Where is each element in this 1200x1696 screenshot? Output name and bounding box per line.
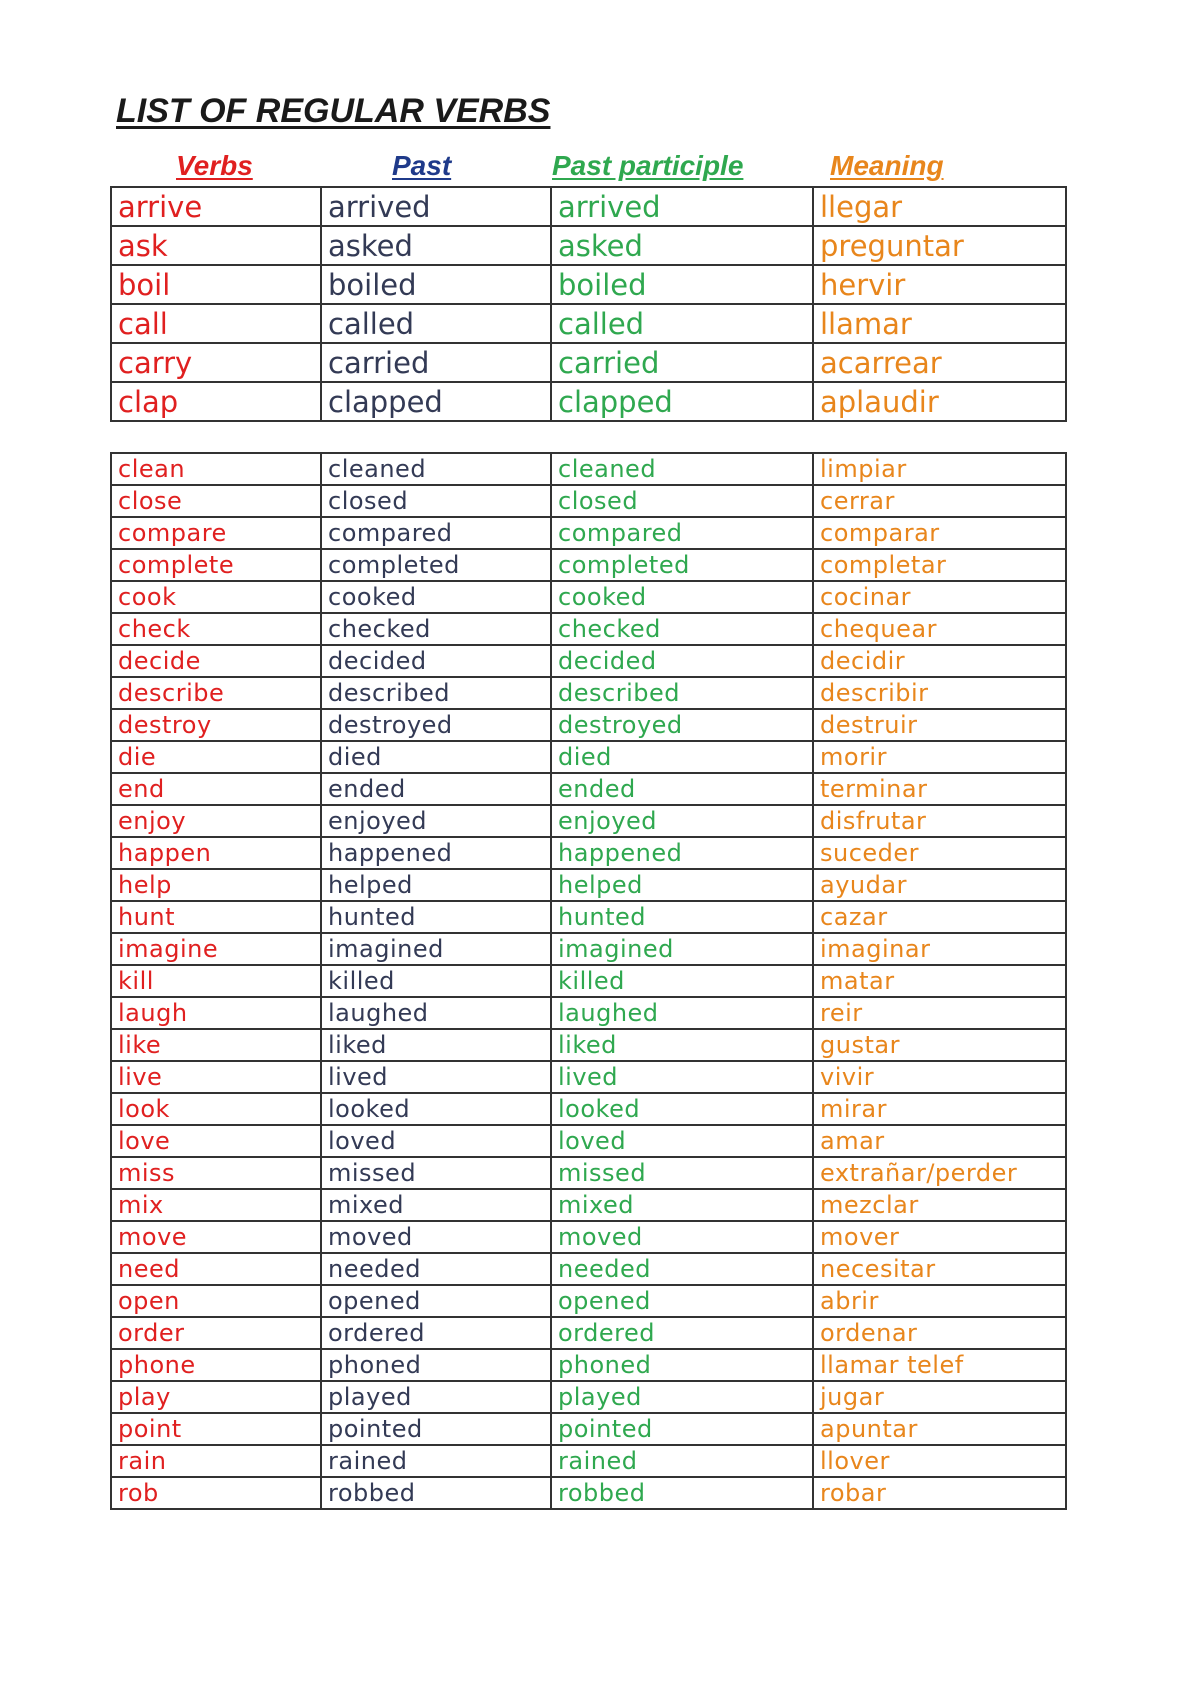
meaning-cell: aplaudir: [813, 382, 1066, 421]
past-cell: phoned: [321, 1349, 551, 1381]
meaning-cell: ordenar: [813, 1317, 1066, 1349]
past-cell: needed: [321, 1253, 551, 1285]
table-row: [111, 453, 1066, 485]
past-participle-cell: moved: [551, 1221, 813, 1253]
past-cell: pointed: [321, 1413, 551, 1445]
table-row: [111, 1349, 1066, 1381]
past-participle-cell: needed: [551, 1253, 813, 1285]
past-participle-cell: closed: [551, 485, 813, 517]
meaning-cell: extrañar/perder: [813, 1157, 1066, 1189]
past-participle-cell: happened: [551, 837, 813, 869]
meaning-cell: mover: [813, 1221, 1066, 1253]
table-row: [111, 517, 1066, 549]
verb-cell: live: [111, 1061, 321, 1093]
verb-cell: decide: [111, 645, 321, 677]
verb-cell: look: [111, 1093, 321, 1125]
meaning-cell: describir: [813, 677, 1066, 709]
past-participle-cell: arrived: [551, 187, 813, 226]
past-cell: carried: [321, 343, 551, 382]
table-row: [111, 933, 1066, 965]
verb-cell: kill: [111, 965, 321, 997]
past-cell: hunted: [321, 901, 551, 933]
past-participle-cell: decided: [551, 645, 813, 677]
meaning-cell: chequear: [813, 613, 1066, 645]
table-row: [111, 1125, 1066, 1157]
verb-cell: close: [111, 485, 321, 517]
past-participle-cell: called: [551, 304, 813, 343]
verb-cell: play: [111, 1381, 321, 1413]
table-row: [111, 1285, 1066, 1317]
table-row: [111, 901, 1066, 933]
verb-cell: rain: [111, 1445, 321, 1477]
past-cell: happened: [321, 837, 551, 869]
past-participle-cell: carried: [551, 343, 813, 382]
past-participle-cell: compared: [551, 517, 813, 549]
past-participle-cell: lived: [551, 1061, 813, 1093]
past-participle-cell: cleaned: [551, 453, 813, 485]
meaning-cell: mezclar: [813, 1189, 1066, 1221]
verb-cell: point: [111, 1413, 321, 1445]
table-row: [111, 1061, 1066, 1093]
page-title: LIST OF REGULAR VERBS: [116, 92, 551, 130]
table-row: [111, 1477, 1066, 1509]
meaning-cell: llamar telef: [813, 1349, 1066, 1381]
past-participle-cell: phoned: [551, 1349, 813, 1381]
past-participle-cell: liked: [551, 1029, 813, 1061]
meaning-cell: apuntar: [813, 1413, 1066, 1445]
meaning-cell: llegar: [813, 187, 1066, 226]
meaning-cell: decidir: [813, 645, 1066, 677]
table-row: [111, 677, 1066, 709]
verb-cell: hunt: [111, 901, 321, 933]
past-participle-cell: cooked: [551, 581, 813, 613]
meaning-cell: suceder: [813, 837, 1066, 869]
verb-cell: help: [111, 869, 321, 901]
past-participle-cell: asked: [551, 226, 813, 265]
past-participle-cell: ended: [551, 773, 813, 805]
table-row: [111, 869, 1066, 901]
meaning-cell: llover: [813, 1445, 1066, 1477]
past-cell: missed: [321, 1157, 551, 1189]
past-participle-cell: checked: [551, 613, 813, 645]
meaning-cell: cocinar: [813, 581, 1066, 613]
meaning-cell: amar: [813, 1125, 1066, 1157]
past-cell: arrived: [321, 187, 551, 226]
meaning-cell: disfrutar: [813, 805, 1066, 837]
meaning-cell: acarrear: [813, 343, 1066, 382]
verb-cell: need: [111, 1253, 321, 1285]
verb-cell: arrive: [111, 187, 321, 226]
meaning-cell: limpiar: [813, 453, 1066, 485]
past-cell: liked: [321, 1029, 551, 1061]
past-cell: ended: [321, 773, 551, 805]
past-cell: laughed: [321, 997, 551, 1029]
verb-cell: love: [111, 1125, 321, 1157]
past-participle-cell: helped: [551, 869, 813, 901]
meaning-cell: jugar: [813, 1381, 1066, 1413]
table-row: [111, 485, 1066, 517]
table-row: [111, 226, 1066, 265]
meaning-cell: comparar: [813, 517, 1066, 549]
verb-cell: enjoy: [111, 805, 321, 837]
header-meaning: Meaning: [830, 150, 944, 181]
meaning-cell: robar: [813, 1477, 1066, 1509]
past-cell: enjoyed: [321, 805, 551, 837]
past-cell: lived: [321, 1061, 551, 1093]
verb-cell: boil: [111, 265, 321, 304]
table-row: [111, 645, 1066, 677]
past-cell: loved: [321, 1125, 551, 1157]
past-cell: died: [321, 741, 551, 773]
verb-cell: end: [111, 773, 321, 805]
verb-cell: laugh: [111, 997, 321, 1029]
past-participle-cell: opened: [551, 1285, 813, 1317]
past-participle-cell: robbed: [551, 1477, 813, 1509]
past-cell: opened: [321, 1285, 551, 1317]
table-row: [111, 1381, 1066, 1413]
verb-cell: clean: [111, 453, 321, 485]
past-cell: completed: [321, 549, 551, 581]
table-row: [111, 1221, 1066, 1253]
verb-cell: happen: [111, 837, 321, 869]
verb-table-main: [110, 452, 1067, 1510]
table-row: [111, 1189, 1066, 1221]
past-participle-cell: completed: [551, 549, 813, 581]
past-cell: killed: [321, 965, 551, 997]
header-past: Past: [392, 150, 452, 181]
verb-cell: cook: [111, 581, 321, 613]
table-row: [111, 1029, 1066, 1061]
meaning-cell: completar: [813, 549, 1066, 581]
verb-cell: like: [111, 1029, 321, 1061]
past-cell: closed: [321, 485, 551, 517]
meaning-cell: ayudar: [813, 869, 1066, 901]
meaning-cell: abrir: [813, 1285, 1066, 1317]
meaning-cell: reir: [813, 997, 1066, 1029]
table-row: [111, 997, 1066, 1029]
past-participle-cell: described: [551, 677, 813, 709]
verb-cell: move: [111, 1221, 321, 1253]
meaning-cell: matar: [813, 965, 1066, 997]
past-participle-cell: clapped: [551, 382, 813, 421]
past-cell: cleaned: [321, 453, 551, 485]
table-row: [111, 709, 1066, 741]
table-row: [111, 1445, 1066, 1477]
verb-table-top-body: [111, 187, 1066, 421]
verb-cell: destroy: [111, 709, 321, 741]
table-row: [111, 1413, 1066, 1445]
meaning-cell: gustar: [813, 1029, 1066, 1061]
verb-cell: mix: [111, 1189, 321, 1221]
past-participle-cell: imagined: [551, 933, 813, 965]
meaning-cell: morir: [813, 741, 1066, 773]
verb-cell: die: [111, 741, 321, 773]
verb-cell: rob: [111, 1477, 321, 1509]
past-participle-cell: pointed: [551, 1413, 813, 1445]
past-cell: rained: [321, 1445, 551, 1477]
verb-table-main-body: [111, 453, 1066, 1509]
meaning-cell: preguntar: [813, 226, 1066, 265]
past-participle-cell: killed: [551, 965, 813, 997]
table-row: [111, 1253, 1066, 1285]
column-headers: [110, 150, 1015, 188]
meaning-cell: mirar: [813, 1093, 1066, 1125]
verb-cell: order: [111, 1317, 321, 1349]
table-row: [111, 304, 1066, 343]
header-past-participle: Past participle: [552, 150, 744, 181]
verb-cell: miss: [111, 1157, 321, 1189]
past-cell: decided: [321, 645, 551, 677]
past-cell: helped: [321, 869, 551, 901]
table-row: [111, 1157, 1066, 1189]
past-participle-cell: loved: [551, 1125, 813, 1157]
table-row: [111, 265, 1066, 304]
table-row: [111, 549, 1066, 581]
verb-cell: open: [111, 1285, 321, 1317]
past-participle-cell: laughed: [551, 997, 813, 1029]
verb-cell: clap: [111, 382, 321, 421]
past-participle-cell: missed: [551, 1157, 813, 1189]
header-verbs: Verbs: [176, 150, 253, 181]
table-row: [111, 741, 1066, 773]
past-cell: clapped: [321, 382, 551, 421]
past-cell: asked: [321, 226, 551, 265]
meaning-cell: imaginar: [813, 933, 1066, 965]
verb-cell: phone: [111, 1349, 321, 1381]
table-row: [111, 1317, 1066, 1349]
table-row: [111, 965, 1066, 997]
table-row: [111, 382, 1066, 421]
meaning-cell: cazar: [813, 901, 1066, 933]
table-row: [111, 1093, 1066, 1125]
past-participle-cell: boiled: [551, 265, 813, 304]
meaning-cell: necesitar: [813, 1253, 1066, 1285]
past-cell: moved: [321, 1221, 551, 1253]
table-row: [111, 613, 1066, 645]
verb-cell: complete: [111, 549, 321, 581]
past-participle-cell: rained: [551, 1445, 813, 1477]
table-row: [111, 805, 1066, 837]
past-cell: played: [321, 1381, 551, 1413]
table-row: [111, 187, 1066, 226]
past-cell: mixed: [321, 1189, 551, 1221]
verb-table-top: [110, 186, 1067, 422]
verb-cell: describe: [111, 677, 321, 709]
past-cell: robbed: [321, 1477, 551, 1509]
table-row: [111, 773, 1066, 805]
past-participle-cell: played: [551, 1381, 813, 1413]
past-cell: destroyed: [321, 709, 551, 741]
verb-cell: ask: [111, 226, 321, 265]
verb-cell: imagine: [111, 933, 321, 965]
past-participle-cell: ordered: [551, 1317, 813, 1349]
past-cell: imagined: [321, 933, 551, 965]
meaning-cell: cerrar: [813, 485, 1066, 517]
past-cell: described: [321, 677, 551, 709]
meaning-cell: vivir: [813, 1061, 1066, 1093]
past-participle-cell: enjoyed: [551, 805, 813, 837]
meaning-cell: destruir: [813, 709, 1066, 741]
meaning-cell: llamar: [813, 304, 1066, 343]
past-cell: compared: [321, 517, 551, 549]
past-cell: checked: [321, 613, 551, 645]
verb-cell: check: [111, 613, 321, 645]
past-cell: cooked: [321, 581, 551, 613]
past-cell: ordered: [321, 1317, 551, 1349]
past-cell: boiled: [321, 265, 551, 304]
table-row: [111, 837, 1066, 869]
verb-cell: carry: [111, 343, 321, 382]
table-row: [111, 343, 1066, 382]
meaning-cell: terminar: [813, 773, 1066, 805]
meaning-cell: hervir: [813, 265, 1066, 304]
past-participle-cell: looked: [551, 1093, 813, 1125]
past-cell: looked: [321, 1093, 551, 1125]
verb-cell: compare: [111, 517, 321, 549]
past-participle-cell: died: [551, 741, 813, 773]
past-participle-cell: hunted: [551, 901, 813, 933]
verb-cell: call: [111, 304, 321, 343]
past-participle-cell: destroyed: [551, 709, 813, 741]
table-row: [111, 581, 1066, 613]
past-participle-cell: mixed: [551, 1189, 813, 1221]
past-cell: called: [321, 304, 551, 343]
